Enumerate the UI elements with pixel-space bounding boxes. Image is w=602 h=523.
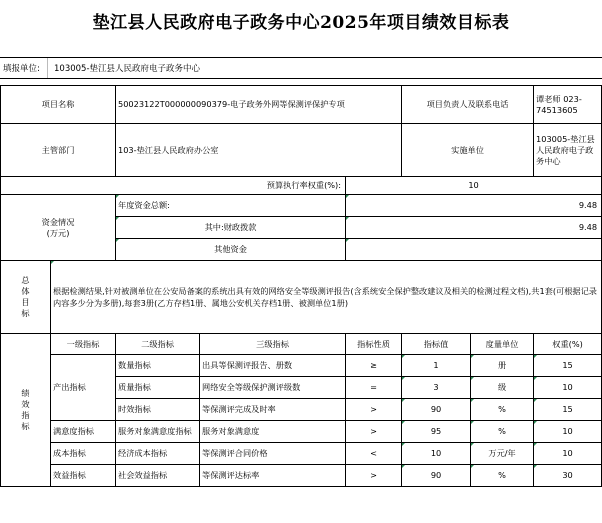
perf-label-char: 指 (21, 410, 30, 420)
indicator-nature: > (346, 421, 402, 443)
header-level2: 二级指标 (116, 334, 200, 355)
header-level1: 一级指标 (51, 334, 116, 355)
dept-value: 103-垫江县人民政府办公室 (116, 124, 402, 177)
level2-indicator: 数量指标 (116, 355, 200, 377)
header-level3: 三级指标 (200, 334, 346, 355)
measure-unit: % (471, 399, 534, 421)
impl-unit-value: 103005-垫江县人民政府电子政务中心 (534, 124, 602, 177)
level3-indicator: 等保测评合同价格 (200, 443, 346, 465)
level2-indicator: 时效指标 (116, 399, 200, 421)
page-title: 垫江县人民政府电子政务中心2025年项目绩效目标表 (92, 13, 510, 33)
indicator-weight: 15 (534, 355, 602, 377)
fiscal-funds-label: 其中:财政拨款 (116, 217, 346, 239)
indicator-nature: < (346, 443, 402, 465)
table-row (1, 355, 602, 377)
perf-label-char: 效 (21, 399, 30, 409)
overall-goal-char: 目 (21, 297, 30, 307)
overall-goal-char: 体 (21, 286, 30, 296)
dept-label: 主管部门 (1, 124, 116, 177)
measure-unit: % (471, 421, 534, 443)
overall-goal-text: 根据检测结果,针对被测单位在公安局备案的系统出具有效的网络安全等级测评报告(含系统安全保护整改建议及相关的检测过程文档),共1套(可根据记录内容多少分为多册),每套3册(乙方存档1册、属地公安机关存档1册、被测单位1册) (51, 261, 602, 334)
indicator-value: 90 (402, 465, 471, 487)
level1-indicator: 满意度指标 (51, 421, 116, 443)
funds-label (1, 195, 116, 261)
indicator-value: 1 (402, 355, 471, 377)
performance-indicator-label (1, 334, 51, 487)
overall-goal-char: 总 (21, 275, 30, 285)
indicator-value: 95 (402, 421, 471, 443)
table-row (1, 465, 602, 487)
contact-label: 项目负责人及联系电话 (402, 86, 534, 124)
indicator-weight: 10 (534, 443, 602, 465)
cell-divider (47, 58, 48, 78)
impl-unit-label: 实施单位 (402, 124, 534, 177)
level1-indicator: 效益指标 (51, 465, 116, 487)
indicator-nature: = (346, 377, 402, 399)
budget-weight-label: 预算执行率权重(%): (1, 177, 346, 195)
reporting-unit-row (0, 57, 602, 79)
header-weight: 权重(%) (534, 334, 602, 355)
indicator-value: 90 (402, 399, 471, 421)
indicator-weight: 30 (534, 465, 602, 487)
level3-indicator: 等保测评完成及时率 (200, 399, 346, 421)
overall-goal-char: 标 (21, 308, 30, 318)
measure-unit: % (471, 465, 534, 487)
level2-indicator: 服务对象满意度指标 (116, 421, 200, 443)
indicator-weight: 15 (534, 399, 602, 421)
other-funds-value (346, 239, 602, 261)
header-unit: 度量单位 (471, 334, 534, 355)
header-nature: 指标性质 (346, 334, 402, 355)
goal-table (0, 85, 602, 487)
level3-indicator: 网络安全等级保护测评级数 (200, 377, 346, 399)
annual-total-value: 9.48 (346, 195, 602, 217)
fiscal-funds-value: 9.48 (346, 217, 602, 239)
indicator-nature: ≥ (346, 355, 402, 377)
indicator-value: 3 (402, 377, 471, 399)
reporting-unit-label: 填报单位: (3, 64, 40, 74)
contact-value: 谭老师 023-74513605 (534, 86, 602, 124)
measure-unit: 册 (471, 355, 534, 377)
level2-indicator: 质量指标 (116, 377, 200, 399)
level1-indicator: 产出指标 (51, 355, 116, 421)
indicator-value: 10 (402, 443, 471, 465)
overall-goal-label (1, 261, 51, 334)
perf-label-char: 标 (21, 421, 30, 431)
table-row (1, 443, 602, 465)
budget-weight-value: 10 (346, 177, 602, 195)
level1-indicator: 成本指标 (51, 443, 116, 465)
level3-indicator: 出具等保测评报告、册数 (200, 355, 346, 377)
measure-unit: 万元/年 (471, 443, 534, 465)
level2-indicator: 社会效益指标 (116, 465, 200, 487)
indicator-weight: 10 (534, 421, 602, 443)
indicator-nature: > (346, 465, 402, 487)
header-value: 指标值 (402, 334, 471, 355)
other-funds-label: 其他资金 (116, 239, 346, 261)
funds-label-unit: (万元) (46, 227, 70, 238)
annual-total-label: 年度资金总额: (116, 195, 346, 217)
project-name-label: 项目名称 (1, 86, 116, 124)
indicator-weight: 10 (534, 377, 602, 399)
table-row (1, 421, 602, 443)
level2-indicator: 经济成本指标 (116, 443, 200, 465)
level3-indicator: 等保测评达标率 (200, 465, 346, 487)
funds-label-title: 资金情况 (41, 216, 75, 227)
level3-indicator: 服务对象满意度 (200, 421, 346, 443)
reporting-unit-value: 103005-垫江县人民政府电子政务中心 (54, 64, 201, 74)
measure-unit: 级 (471, 377, 534, 399)
perf-label-char: 绩 (21, 388, 30, 398)
indicator-nature: > (346, 399, 402, 421)
project-name-value: 50023122T000000090379-电子政务外网等保测评保护专项 (116, 86, 402, 124)
